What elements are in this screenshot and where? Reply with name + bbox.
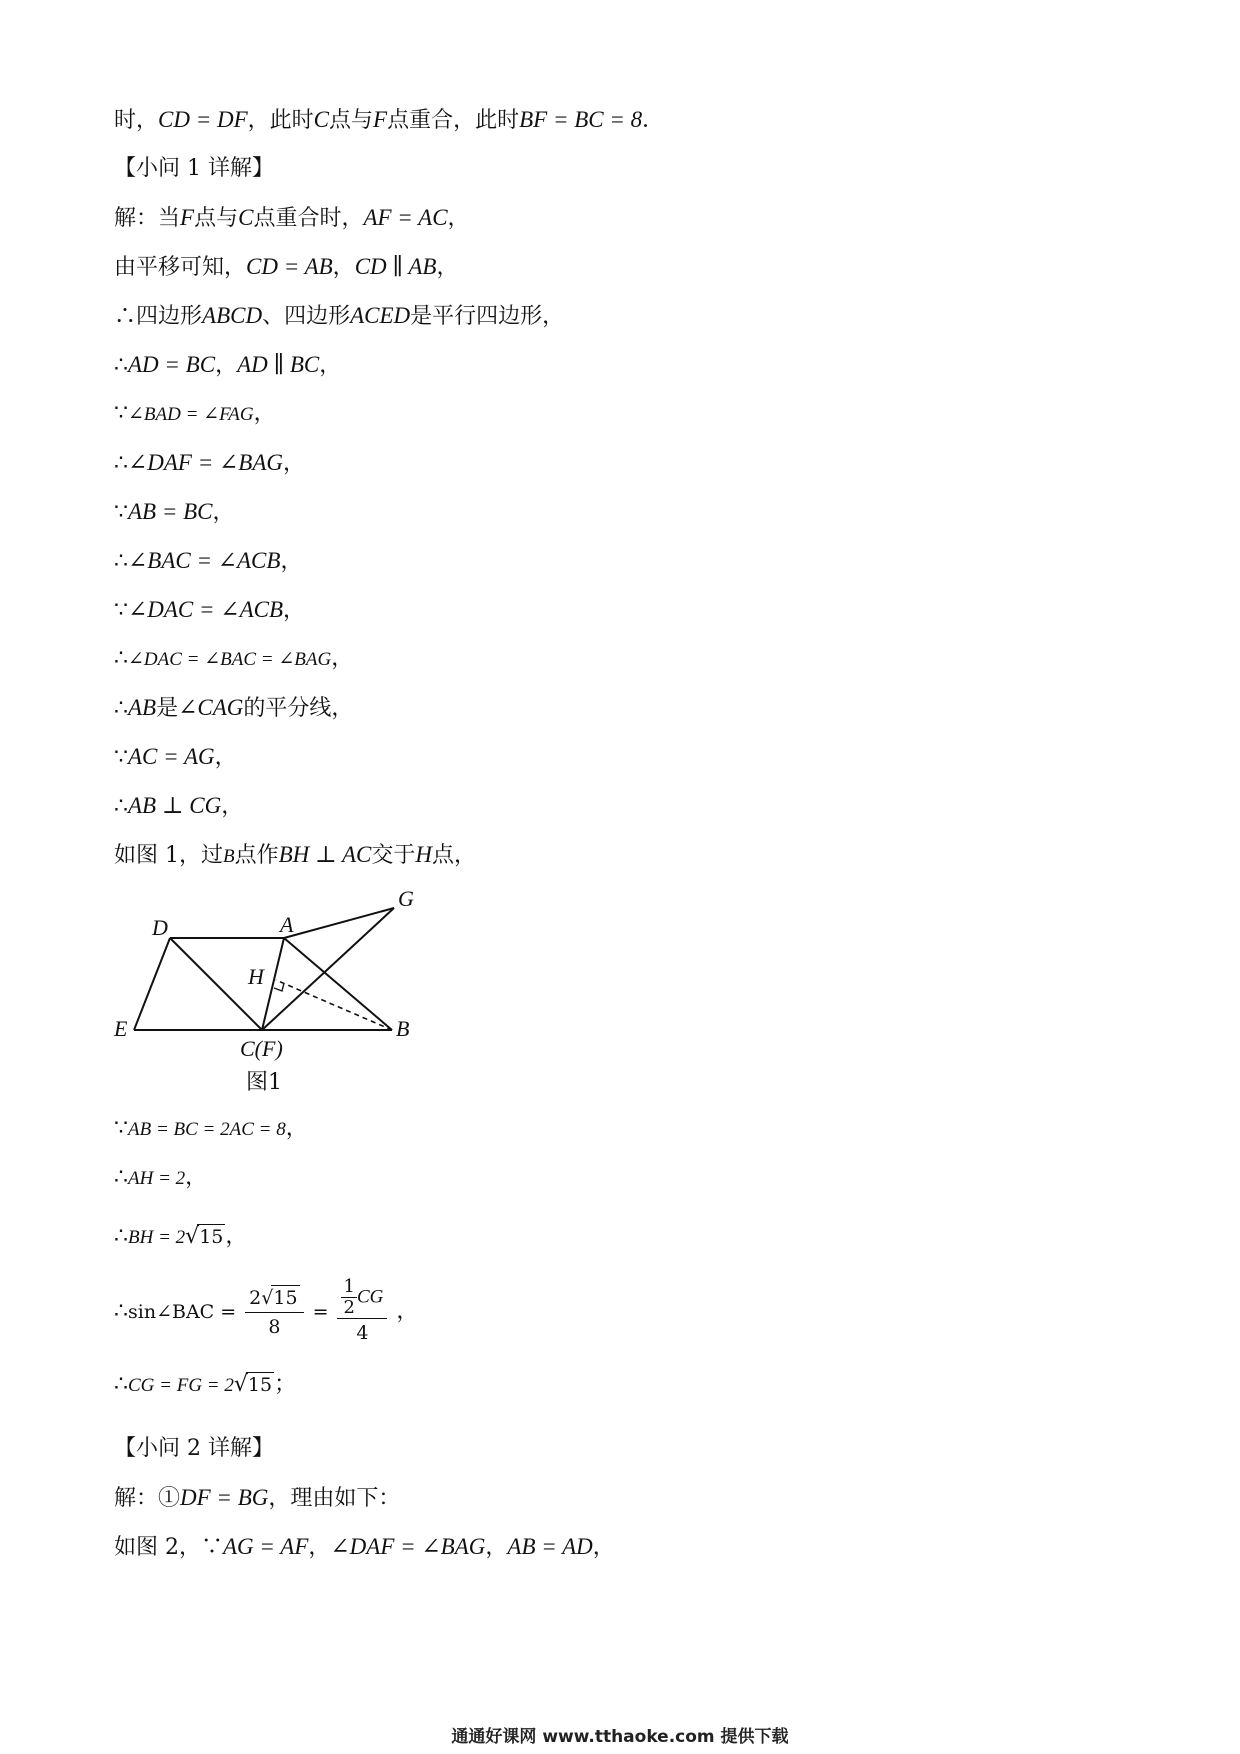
text-line-13: ∴AB是∠CAG的平分线，: [114, 695, 354, 721]
text-line-20: ∴sin∠BAC = $\frac{2√15}{8}$ = $\frac{1}{2}$ CG 4 ，: [114, 1274, 418, 1350]
text-line-7: ∵∠BAD = ∠FAG，: [114, 401, 276, 426]
text-line-5: ∴四边形ABCD、四边形ACED是平行四边形，: [114, 303, 565, 329]
text-line-17: ∵AB = BC = 2AC = 8，: [114, 1116, 308, 1141]
label-A: A: [280, 912, 294, 937]
label-H: H: [248, 964, 264, 989]
text-line-18: ∴AH = 2，: [114, 1165, 208, 1190]
text-line-14: ∵AC = AG，: [114, 744, 237, 770]
text-line-12: ∴∠DAC = ∠BAC = ∠BAG，: [114, 646, 354, 671]
text-line-19: ∴BH = 2√15，: [114, 1224, 248, 1249]
segment-AB: [284, 938, 392, 1030]
geometry-figure-1: [110, 882, 430, 1097]
text-line-3: 解：当F点与C点重合时，AF = AC，: [114, 205, 470, 231]
label-B: B: [396, 1016, 410, 1041]
label-CF: C(F): [240, 1036, 283, 1061]
fraction-sqrt: $\frac{2√15}{8}$: [245, 1284, 303, 1341]
text-line-9: ∵AB = BC，: [114, 499, 235, 525]
text-line-21: ∴CG = FG = 2√15；: [114, 1372, 297, 1397]
text-line-10: ∴∠BAC = ∠ACB，: [114, 548, 303, 574]
segment-BH: [276, 980, 392, 1030]
segment-ED: [134, 938, 170, 1030]
text-line-16: 如图 1，过B点作BH ⊥ AC交于H点，: [114, 842, 477, 868]
text-line-6: ∴AD = BC，AD ∥ BC，: [114, 352, 342, 378]
figure-caption: 图1: [246, 1070, 282, 1095]
right-angle-mark: [274, 983, 284, 991]
text-line-1: 时，CD = DF，此时C点与F点重合，此时BF = BC = 8．: [114, 107, 665, 133]
text-line-4: 由平移可知，CD = AB，CD ∥ AB，: [114, 254, 459, 280]
section-heading-2: 【小问 2 详解】: [114, 1436, 274, 1461]
text-line-23: 解：①DF = BG，理由如下：: [114, 1485, 401, 1511]
text-line-8: ∴∠DAF = ∠BAG，: [114, 450, 305, 476]
label-G: G: [398, 886, 414, 911]
fraction-half-cg: $\frac{1}{2}$ CG 4: [337, 1277, 387, 1347]
text-line-15: ∴AB ⊥ CG，: [114, 793, 244, 819]
text-line-24: 如图 2，∵AG = AF，∠DAF = ∠BAG，AB = AD，: [114, 1534, 615, 1560]
label-E: E: [114, 1016, 128, 1041]
text-line-11: ∵∠DAC = ∠ACB，: [114, 597, 306, 623]
label-D: D: [152, 915, 168, 940]
segment-AC: [262, 938, 284, 1030]
footer-watermark: 通通好课网 www.tthaoke.com 提供下载: [451, 1727, 789, 1747]
section-heading-1: 【小问 1 详解】: [114, 156, 274, 181]
